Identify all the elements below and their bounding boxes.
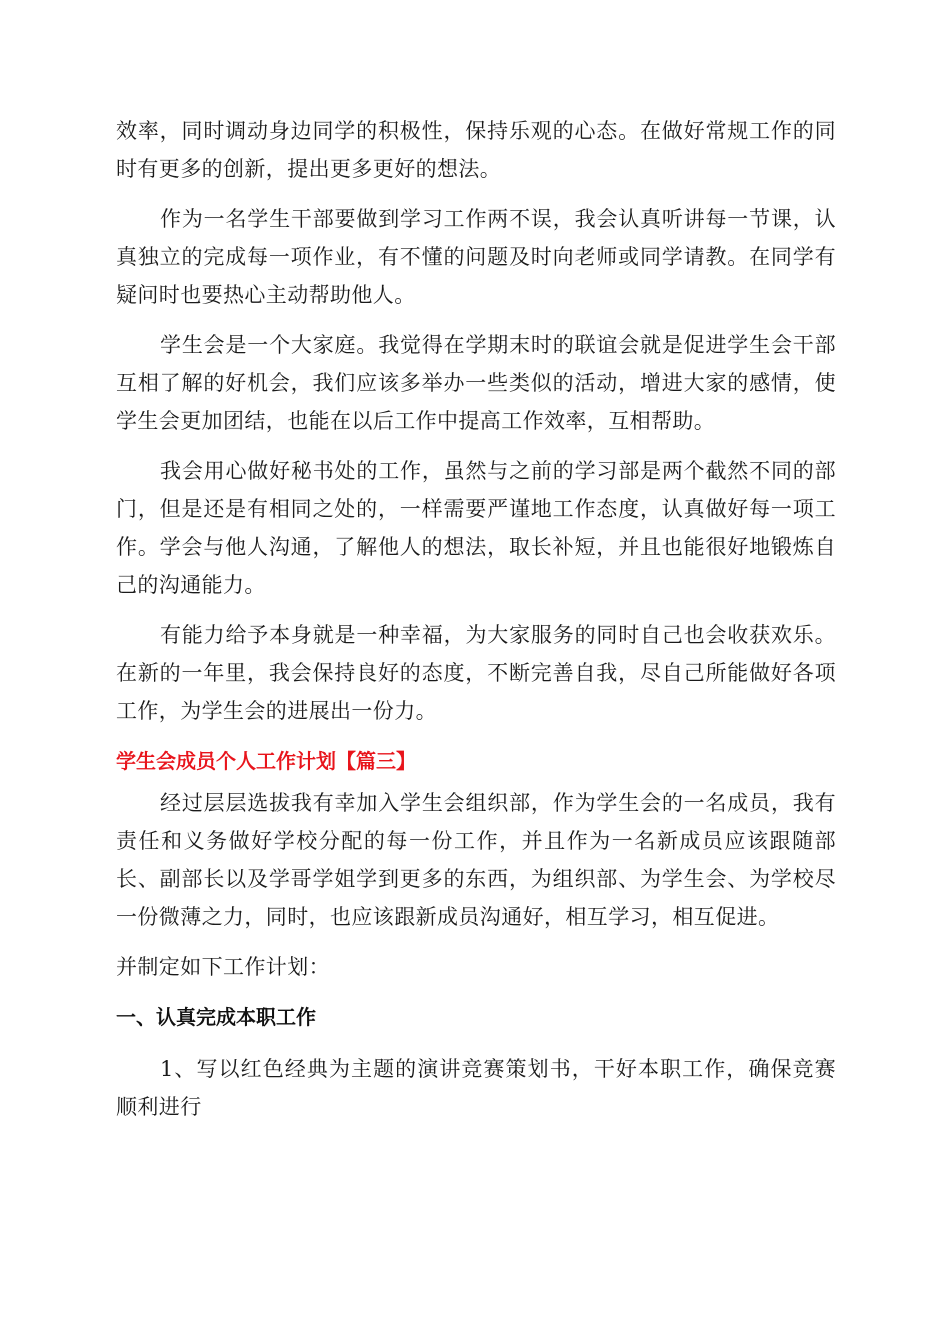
section-title: 学生会成员个人工作计划【篇三】 [116, 749, 416, 773]
paragraph-plan-item-1: 1、写以红色经典为主题的演讲竞赛策划书，干好本职工作，确保竞赛顺利进行 [116, 1057, 836, 1119]
paragraph-organization-dept: 经过层层选拔我有幸加入学生会组织部，作为学生会的一名成员，我有责任和义务做好学校分配的每一份工作，并且作为一名新成员应该跟随部长、副部长以及学哥学姐学到更多的东西，为组织部、为学生会、为学校尽一份微薄之力，同时，也应该跟新成员沟通好，相互学习，相互促进。 [116, 791, 836, 929]
paragraph-secretariat: 我会用心做好秘书处的工作，虽然与之前的学习部是两个截然不同的部门，但是还是有相同之处的，一样需要严谨地工作态度，认真做好每一项工作。学会与他人沟通，了解他人的想法，取长补短，并且也能很好地锻炼自己的沟通能力。 [116, 459, 836, 597]
paragraph-plan-intro: 并制定如下工作计划： [116, 955, 330, 979]
document-body [116, 112, 836, 1138]
heading-duty: 一、认真完成本职工作 [116, 1005, 316, 1029]
paragraph-big-family: 学生会是一个大家庭。我觉得在学期末时的联谊会就是促进学生会干部互相了解的好机会，我们应该多举办一些类似的活动，增进大家的感情，使学生会更加团结，也能在以后工作中提高工作效率，互相帮助。 [116, 333, 836, 433]
paragraph-efficiency: 效率，同时调动身边同学的积极性，保持乐观的心态。在做好常规工作的同时有更多的创新，提出更多更好的想法。 [116, 119, 836, 181]
paragraph-happiness: 有能力给予本身就是一种幸福，为大家服务的同时自己也会收获欢乐。在新的一年里，我会保持良好的态度，不断完善自我，尽自己所能做好各项工作，为学生会的进展出一份力。 [116, 623, 836, 723]
paragraph-study-work: 作为一名学生干部要做到学习工作两不误，我会认真听讲每一节课，认真独立的完成每一项作业，有不懂的问题及时向老师或同学请教。在同学有疑问时也要热心主动帮助他人。 [116, 207, 836, 307]
